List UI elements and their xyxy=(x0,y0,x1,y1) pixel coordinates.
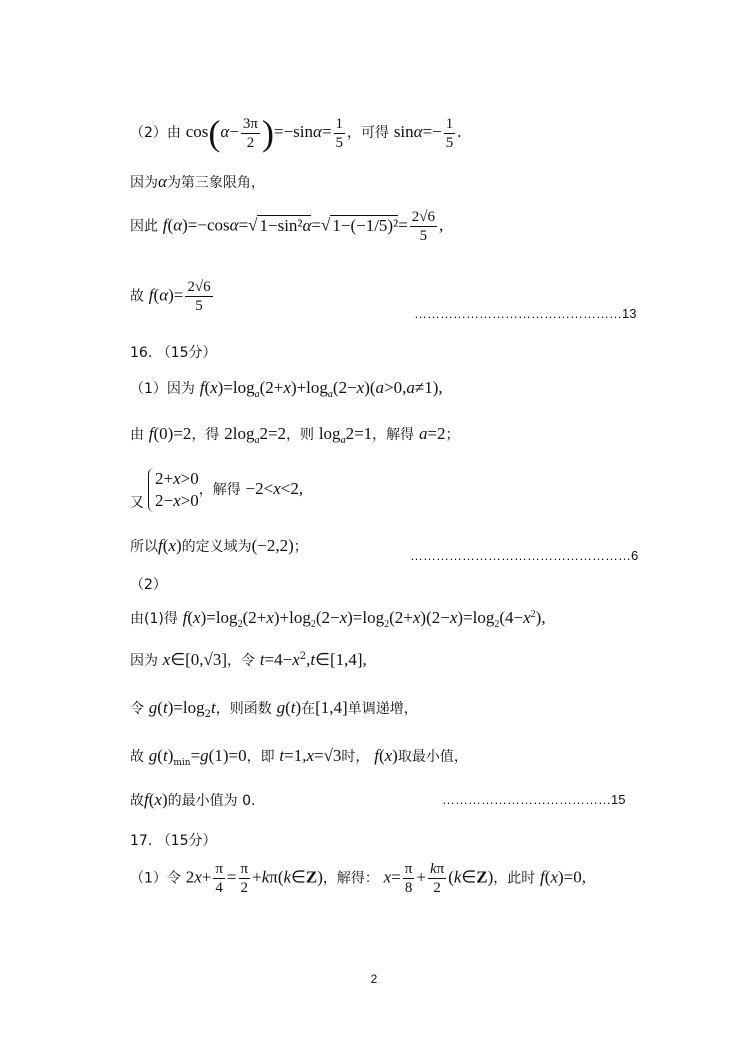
page-number: 2 xyxy=(370,972,378,986)
question-17-heading: 17. （15分） xyxy=(130,833,217,849)
line-16-2: 由 f(0)=2，得 $2\log_a2=2$，则 $\log_a2=1$，解得 a=2； xyxy=(130,424,460,446)
line-16-5: 由(1)得 $f(x)=\log_2(2+x)+\log_2(2-x)=\log_2(2+x)(2-x)=\log_2(4-x^2)$, xyxy=(130,608,546,630)
line-16-part2: （2） xyxy=(130,577,167,593)
score-dots-6: ……………………………………………6 xyxy=(410,548,639,563)
question-16-heading: 16. （15分） xyxy=(130,345,217,361)
line-result: 故 f(α)= $\frac{2√6}{5}$ xyxy=(130,279,211,314)
line-16-1: （1）因为 $f(x)=\log_a(2+x)+\log_a(2-x)(a>0,a\ne 1)$, xyxy=(130,378,443,400)
line-16-7: 令 $g(t)=\log_2t$，则函数 g(t)在[1,4]单调递增， xyxy=(130,698,418,720)
score-dots-13: …………………………………………13 xyxy=(414,306,637,321)
line-quadrant: 因为α为第三象限角， xyxy=(130,172,265,191)
text: （2）由 xyxy=(130,125,181,141)
line-cos: （2）由 cos(α− $\frac{3\pi}{2}$ )=−sinα= $\frac{1}{5}$ ，可得 sinα=− $\frac{1}{5}$ . xyxy=(130,113,462,153)
line-16-6: 因为 x∈[0,√3]，令 $t=4-x^2,t\in[1,4]$, xyxy=(130,650,367,669)
line-16-3: 又2+x>0 2−x>0，解得 −2<x<2, xyxy=(130,469,304,511)
line-f-alpha: 因此 f(α)=−cosα=√ 1−sin²α=√ 1−(−1/5)²= $\frac{2√6}{5}$ , xyxy=(130,209,444,244)
line-16-9: 故f(x)的最小值为 0. xyxy=(130,790,256,809)
score-dots-15: …………………………………15 xyxy=(442,792,626,807)
line-17-1: （1）令 2x+ $\frac{\pi}{4}$ = $\frac{\pi}{2}$ +kπ(k∈Z)，解得： x= $\frac{\pi}{8}$ + $\frac{k\pi}{2}$ (k∈Z)，此时 f(x)=0, xyxy=(130,861,586,896)
line-16-8: 故 $g(t)_{min}=g(1)=0$，即 t=1,x=√3时， f(x)取最小值， xyxy=(130,746,468,768)
line-16-4: 所以f(x)的定义域为(−2,2)； xyxy=(130,536,308,555)
